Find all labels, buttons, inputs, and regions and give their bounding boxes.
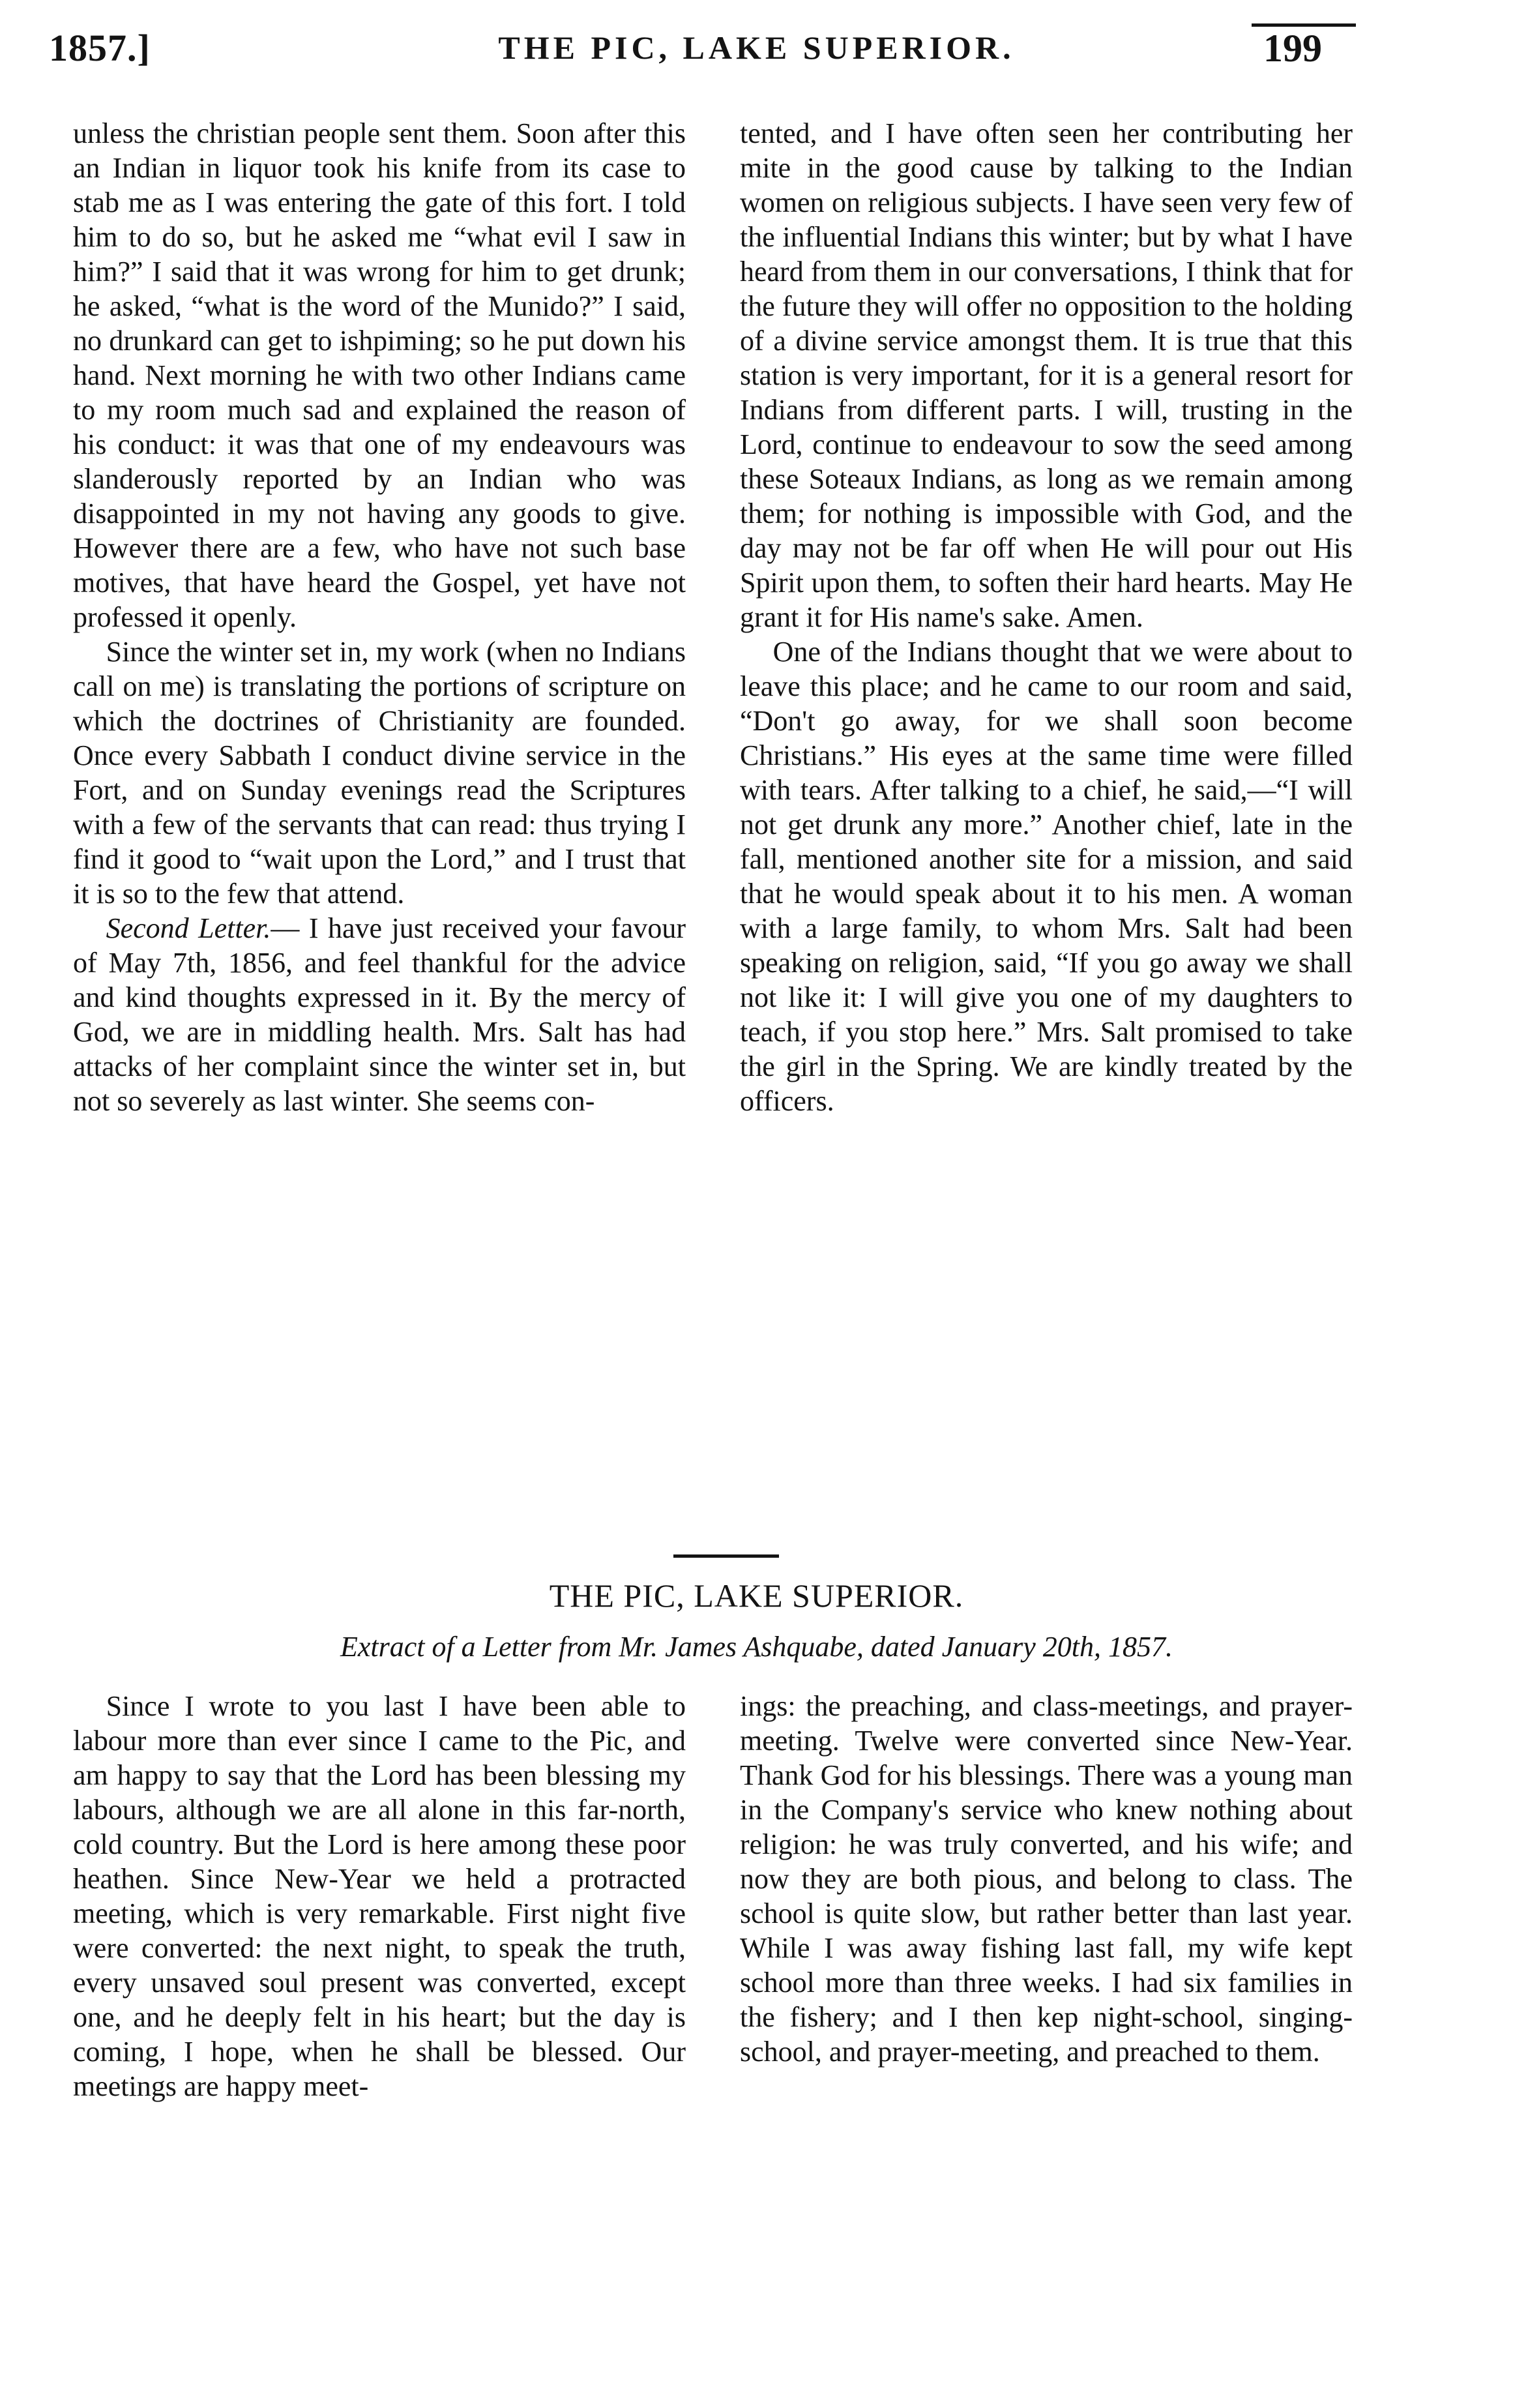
section-title: THE PIC, LAKE SUPERIOR. [549,1577,964,1614]
paragraph: unless the christian people sent them. Soon after this an Indian in liquor took his knife from its case to stab me as I was entering the gate of this fort. I told him to do so, but he asked me “what evil I saw in him?” I said that it was wrong for him to get drunk; he asked, “what is the word of the Munido?” I said, no drunkard can get to ishpiming; so he put down his hand. Next morning he with two other Indians came to my room much sad and explained the reason of his conduct: it was that one of my endeavours was slanderously reported by an Indian who was disappointed in my not having any goods to give. However there are a few, who have not such base motives, that have heard the Gospel, yet have not professed it openly. [73,117,686,633]
paragraph: Since I wrote to you last I have been able to labour more than ever since I came to the Pic, and am happy to say that the Lord has been blessing my labours, although we are all alone in this far-north, cold country. But the Lord is here among these poor heathen. Since New-Year we held a protracted meeting, which is very remarkable. First night five were converted: the next night, to speak the truth, every unsaved soul present was converted, except one, and he deeply felt in his heart; but the day is coming, I hope, when he shall be blessed. Our meetings are happy meet- [73,1690,686,2102]
header-title: THE PIC, LAKE SUPERIOR. [498,29,1015,66]
paragraph: ings: the preaching, and class-meetings, and prayer-meeting. Twelve were converted since New-Year. Thank God for his blessings. There was a young man in the Company's service who knew nothing about religion: he was truly converted, and his wife; and now they are both pious, and belong to class. The school is quite slow, but rather better than last year. While I was away fishing last fall, my wife kept school more than three weeks. I had six families in the fishery; and I then kep night-school, singing-school, and prayer-meeting, and preached to them. [740,1690,1353,2068]
top-left-column [73,116,686,1118]
header-year: 1857.] [49,27,151,69]
section-divider [673,1554,779,1558]
paragraph: tented, and I have often seen her contributing her mite in the good cause by talking to the Indian women on religious subjects. I have seen very few of the influential Indians this winter; but by what I have heard from them in our conversations, I think that for the future they will offer no opposition to the holding of a divine service amongst them. It is true that this station is very important, for it is a general resort for Indians from different parts. I will, trusting in the Lord, continue to endeavour to sow the seed among these Soteaux Indians, as long as we remain among them; for nothing is impossible with God, and the day may not be far off when He will pour out His Spirit upon them, to soften their hard hearts. May He grant it for His name's sake. Amen. [740,117,1353,633]
top-right-column [740,116,1353,1118]
running-header [0,0,1513,78]
page-number: 199 [1263,27,1322,70]
paragraph: One of the Indians thought that we were about to leave this place; and he came to our room and said, “Don't go away, for we shall soon become Christians.” His eyes at the same time were filled with tears. After talking to a chief, he said,—“I will not get drunk any more.” Another chief, late in the fall, mentioned another site for a mission, and said that he would speak about it to his men. A woman with a large family, to whom Mrs. Salt had been speaking on religion, said, “If you go away we shall not like it: I will give you one of my daughters to teach, if you stop here.” Mrs. Salt promised to take the girl in the Spring. We are kindly treated by the officers. [740,636,1353,1117]
bottom-right-column [740,1689,1353,2069]
bottom-left-column [73,1689,686,2103]
second-letter-paragraph [73,911,686,1118]
second-letter-label: Second Letter. [106,912,271,944]
second-letter-text: — I have just received your favour of May 7th, 1856, and feel thankful for the advice and kind thoughts expressed in it. By the mercy of God, we are in middling health. Mrs. Salt has had attacks of her complaint since the winter set in, but not so severely as last winter. She seems con- [73,912,686,1117]
paragraph: Since the winter set in, my work (when no Indians call on me) is translating the portions of scripture on which the doctrines of Christianity are founded. Once every Sabbath I conduct divine service in the Fort, and on Sunday evenings read the Scriptures with a few of the servants that can read: thus trying I find it good to “wait upon the Lord,” and I trust that it is so to the few that attend. [73,636,686,910]
section-subtitle: Extract of a Letter from Mr. James Ashquabe, dated January 20th, 1857. [340,1631,1173,1663]
